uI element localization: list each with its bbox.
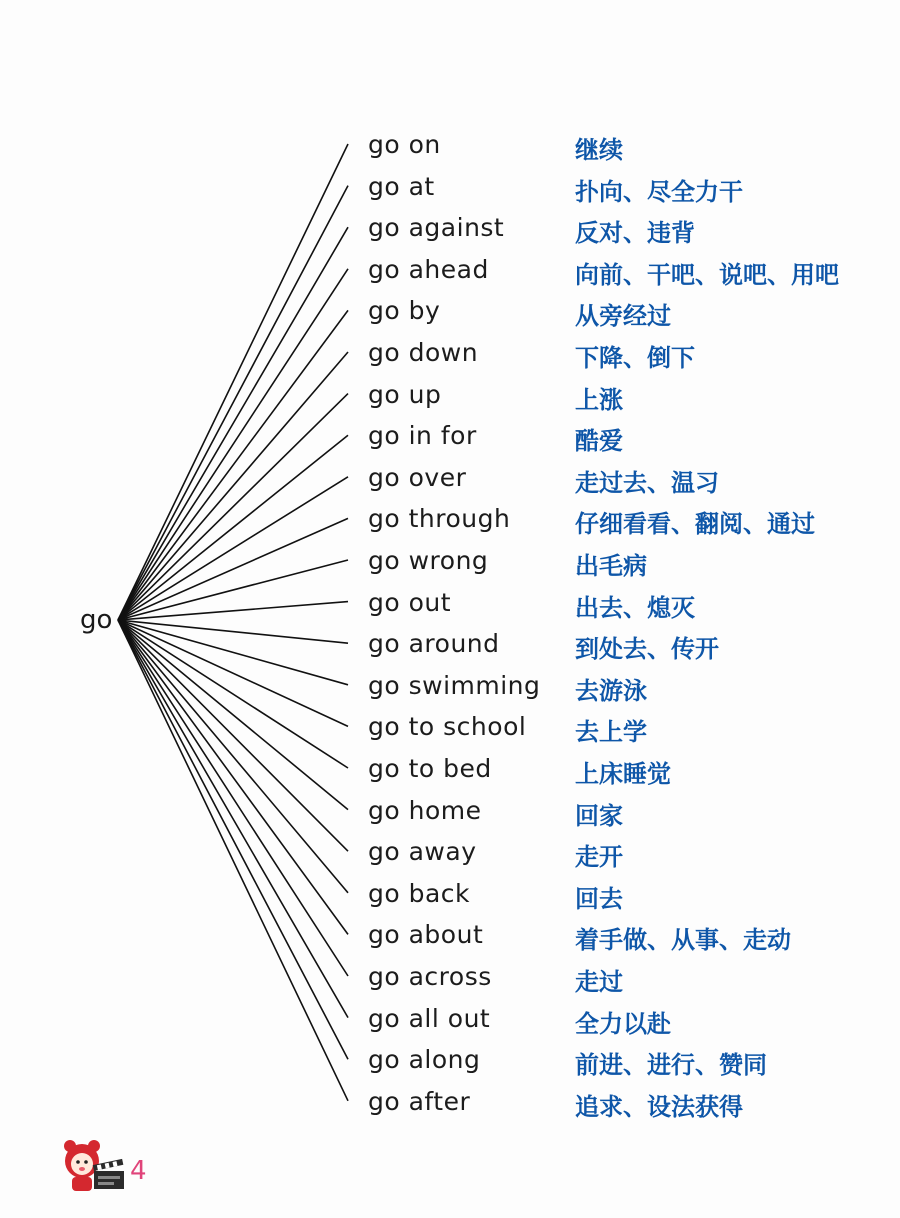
phrase-chinese-meaning: 走开 — [575, 843, 623, 872]
phrase-chinese-meaning: 回家 — [575, 801, 623, 830]
phrase-english: go to bed — [368, 754, 492, 783]
phrase-chinese-meaning: 追求、设法获得 — [575, 1092, 743, 1121]
phrase-chinese-meaning: 反对、违背 — [575, 219, 695, 248]
phrase-row — [0, 255, 900, 289]
phrase-english: go about — [368, 920, 484, 950]
phrase-chinese-meaning: 着手做、从事、走动 — [575, 926, 791, 955]
phrase-chinese-meaning: 走过去、温习 — [575, 468, 719, 497]
phrase-english: go away — [368, 837, 477, 867]
phrase-chinese-meaning: 前进、进行、赞同 — [575, 1051, 767, 1080]
phrase-english: go out — [368, 587, 452, 617]
phrase-chinese-meaning: 上涨 — [575, 385, 623, 414]
phrase-row — [0, 546, 900, 580]
phrase-row — [0, 380, 900, 414]
phrase-english: go wrong — [368, 546, 489, 575]
phrase-row — [0, 172, 900, 206]
phrase-row — [0, 629, 900, 663]
phrase-english: go by — [368, 296, 441, 326]
phrase-chinese-meaning: 出毛病 — [575, 552, 647, 580]
phrase-english: go across — [368, 962, 492, 991]
phrase-chinese-meaning: 扑向、尽全力干 — [575, 177, 743, 206]
phrase-row — [0, 1045, 900, 1079]
phrase-row — [0, 712, 900, 746]
phrase-chinese-meaning: 仔细看看、翻阅、通过 — [575, 510, 815, 539]
phrase-row — [0, 296, 900, 330]
phrase-row — [0, 213, 900, 247]
phrase-chinese-meaning: 回去 — [575, 884, 623, 913]
phrase-row — [0, 962, 900, 996]
phrase-chinese-meaning: 去游泳 — [575, 676, 647, 705]
phrase-row — [0, 463, 900, 497]
phrase-english: go swimming — [368, 670, 541, 700]
phrase-row — [0, 1004, 900, 1038]
phrase-chinese-meaning: 走过 — [575, 968, 623, 996]
phrase-row — [0, 796, 900, 830]
phrase-english: go to school — [368, 712, 527, 742]
phrase-row — [0, 338, 900, 372]
phrase-english: go down — [368, 338, 479, 367]
phrase-row — [0, 130, 900, 164]
phrase-chinese-meaning: 上床睡觉 — [575, 760, 671, 788]
page-number: 4 — [130, 1156, 147, 1186]
phrase-english: go up — [368, 379, 442, 409]
phrase-row — [0, 837, 900, 871]
phrase-english: go over — [368, 462, 467, 492]
phrase-chinese-meaning: 酷爱 — [575, 427, 623, 456]
phrase-row — [0, 421, 900, 455]
phrase-english: go after — [368, 1086, 471, 1116]
phrase-english: go all out — [368, 1003, 491, 1033]
phrase-row — [0, 671, 900, 705]
phrase-english: go around — [368, 629, 500, 659]
mascot-with-clapperboard-icon — [60, 1135, 130, 1195]
phrase-chinese-meaning: 出去、熄灭 — [575, 593, 695, 622]
phrase-row — [0, 920, 900, 954]
phrase-chinese-meaning: 继续 — [575, 136, 623, 164]
phrase-row — [0, 879, 900, 913]
phrase-chinese-meaning: 下降、倒下 — [575, 344, 695, 372]
phrase-english: go through — [368, 504, 511, 534]
phrase-row — [0, 754, 900, 788]
phrase-english: go on — [368, 130, 441, 159]
phrase-english: go against — [368, 213, 505, 243]
phrase-chinese-meaning: 向前、干吧、说吧、用吧 — [575, 260, 839, 289]
phrase-english: go in for — [368, 421, 477, 451]
phrase-row — [0, 504, 900, 538]
phrase-english: go ahead — [368, 254, 489, 284]
phrase-english: go home — [368, 795, 482, 825]
phrase-chinese-meaning: 全力以赴 — [575, 1009, 671, 1038]
phrase-chinese-meaning: 从旁经过 — [575, 302, 671, 331]
root-word: go — [80, 605, 113, 635]
phrase-english: go along — [368, 1045, 481, 1075]
phrase-row — [0, 1087, 900, 1121]
phrase-chinese-meaning: 到处去、传开 — [575, 635, 719, 664]
phrase-english: go at — [368, 171, 435, 201]
phrase-chinese-meaning: 去上学 — [575, 718, 647, 747]
phrase-row — [0, 588, 900, 622]
phrase-english: go back — [368, 878, 471, 908]
